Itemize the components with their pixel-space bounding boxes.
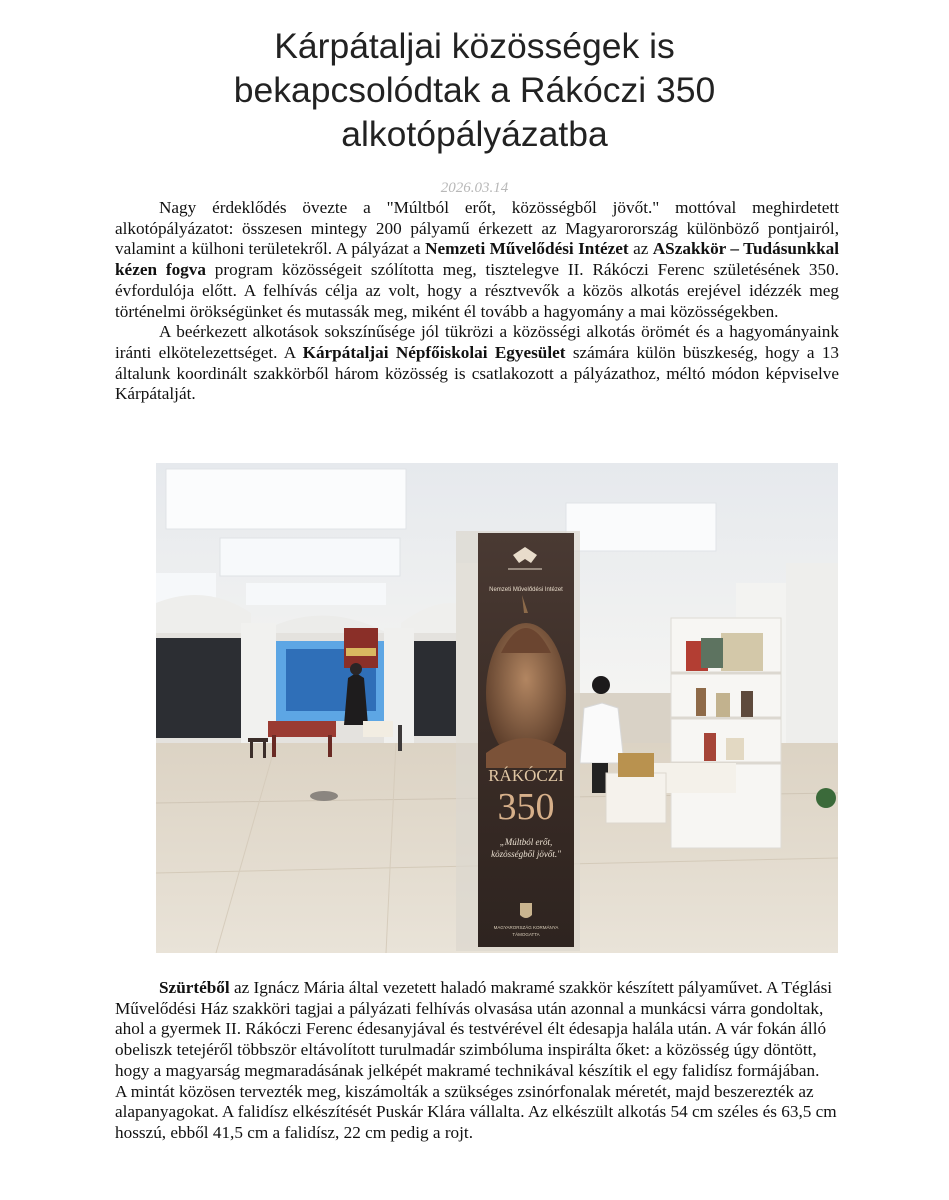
bench bbox=[268, 721, 336, 737]
shelf-item bbox=[726, 738, 744, 760]
p3-bold-village: Szürtéből bbox=[159, 978, 230, 997]
title-line-3: alkotópályázatba bbox=[341, 114, 608, 154]
exhibition-photo bbox=[156, 463, 838, 953]
ceiling-light-panel bbox=[246, 583, 386, 605]
p1-bold-program: ASzakkör – Tudásunkkal kézen fogva bbox=[115, 239, 839, 280]
ceiling-light-panel bbox=[566, 503, 716, 551]
sign-stand bbox=[398, 725, 402, 751]
p2-text-2: számára külön büszkeség, hogy a 13 általunk koordinált szakkörből három közösség is csatlakozott a pályázathoz, méltó módon képviselve Kárpátalját. bbox=[115, 342, 840, 404]
p1-text-3: program közösségeit szólította meg, tisztelegve II. Rákóczi Ferenc születésének 350. évfordulója előtt. A felhívás célja az volt, hogy a résztvevők a közös alkotás erejével idézzék meg történelmi örökségünket és mutassák meg, miként él tovább a hagyomány a mai közösségekben. bbox=[115, 260, 839, 321]
title-line-2: bekapcsolódtak a Rákóczi 350 bbox=[233, 70, 716, 110]
banner-footer-2: TÁMOGATTA bbox=[512, 932, 540, 937]
display-stand bbox=[363, 721, 393, 737]
banner-motto-1: „Múltból erőt, bbox=[499, 837, 553, 847]
p1-text-2: az bbox=[628, 239, 653, 259]
floor-drain bbox=[310, 791, 338, 801]
banner-name: RÁKÓCZI bbox=[488, 766, 564, 785]
costume-head bbox=[592, 676, 610, 694]
paragraph-2 bbox=[115, 322, 839, 405]
paragraph-1 bbox=[115, 198, 839, 322]
banner-footer-1: MAGYARORSZÁG KORMÁNYA bbox=[493, 925, 559, 930]
shelf-item bbox=[716, 693, 730, 717]
p1-text-1: Nagy érdeklődés övezte a "Múltból erőt, közösségből jövőt." mottóval meghirdetett alkotópályázatot: összesen mintegy 200 pályamű érkezett az Magyarorország különböző pontjairól, valamint a külhoni területekről. A pályázat a bbox=[115, 198, 839, 259]
shelf-item bbox=[741, 691, 753, 717]
pedestal bbox=[606, 773, 666, 823]
bench-leg bbox=[328, 735, 332, 757]
banner-org: Nemzeti Művelődési Intézet bbox=[489, 587, 563, 593]
shelf-item bbox=[696, 688, 706, 716]
embroidered-cloth bbox=[701, 638, 723, 668]
bench-leg bbox=[272, 735, 276, 757]
stool-leg bbox=[263, 742, 266, 758]
p4-text-1: A mintát közösen tervezték meg, kiszámolták a szükséges zsinórfonalak méretét, majd beszerezték az alapanyagokat. A falidísz elkészítését Puskár Klára vállalta. Az elkészült alkotás 54 cm széles és 63,5 cm hosszú, ebből 41,5 cm a falidísz, 22 cm pedig a rojt. bbox=[115, 1081, 837, 1142]
article-date: 2026.03.14 bbox=[440, 180, 509, 196]
article-continuation bbox=[115, 978, 839, 1144]
dark-window bbox=[414, 641, 459, 736]
shelf-item bbox=[704, 733, 716, 761]
paragraph-4 bbox=[115, 1082, 839, 1144]
hanging-flag-stripe bbox=[346, 648, 376, 656]
banner-motto-2: közösségből jövőt." bbox=[491, 849, 561, 859]
stool bbox=[248, 738, 268, 742]
p2-bold-association: Kárpátaljai Népfőiskolai Egyesület bbox=[302, 342, 566, 362]
dark-window bbox=[156, 638, 241, 738]
stool-leg bbox=[250, 742, 253, 758]
costume-figure bbox=[580, 703, 624, 763]
p2-text-1: A beérkezett alkotások sokszínűsége jól tükrözi a közösségi alkotás örömét és a hagyományaink iránti elkötelezettséget. A bbox=[115, 322, 839, 362]
rakoczi-banner bbox=[456, 531, 580, 951]
banner-crest bbox=[520, 903, 532, 918]
p3-text-1: az Ignácz Mária által vezetett haladó makramé szakkör készített pályaművet. A Téglási Művelődési Ház szakköri tagjai a pályázati felhívás olvasása után azonnal a munkácsi várra gondoltak, ahol a gyermek II. Rákóczi Ferenc édesanyjával és testvérével élt édesapja halála után. A vár fokán álló obeliszk tetejéről többször eltávolított turulmadár szimbóluma inspirálta őket: a közösség úgy döntött, hogy a magyarság megmaradásának jelképét makramé technikával készítik el egy falidísz formájában. bbox=[115, 978, 833, 1080]
banner-number: 350 bbox=[497, 786, 555, 828]
paragraph-3 bbox=[115, 978, 839, 1082]
plant bbox=[816, 788, 836, 808]
title-line-1: Kárpátaljai közösségek is bbox=[274, 26, 675, 66]
p1-bold-institute: Nemzeti Művelődési Intézet bbox=[425, 239, 629, 259]
pedestal-item bbox=[618, 753, 654, 777]
exhibition-hall-illustration bbox=[156, 463, 838, 953]
bag bbox=[721, 633, 763, 671]
ceiling-light-panel bbox=[220, 538, 400, 576]
ceiling-light-panel bbox=[166, 469, 406, 529]
costume-head bbox=[350, 663, 362, 675]
article-intro bbox=[115, 198, 839, 405]
article-title bbox=[60, 24, 889, 156]
